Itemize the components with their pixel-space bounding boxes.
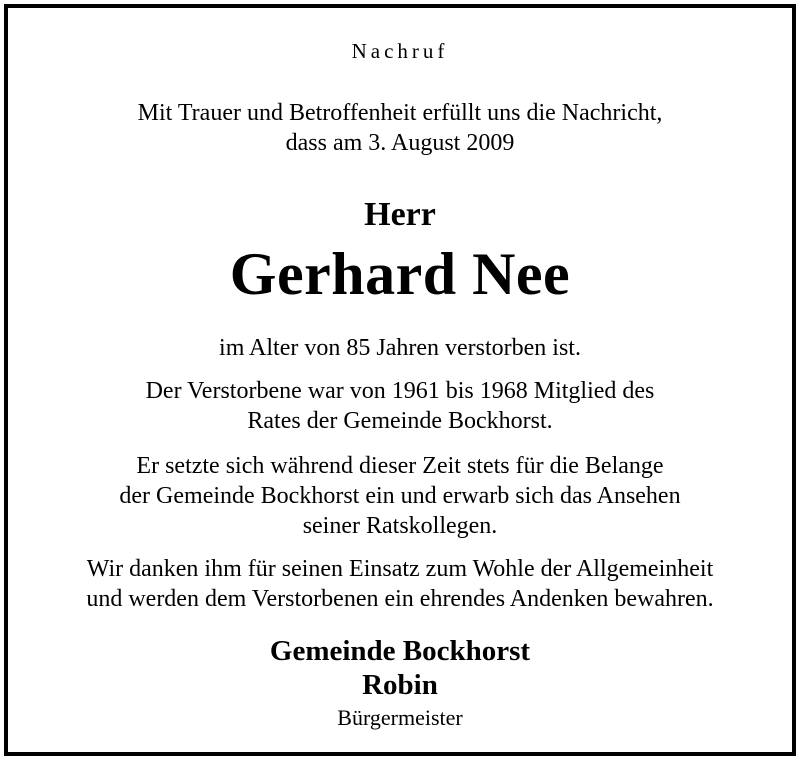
service-line-3: seiner Ratskollegen. <box>302 513 498 539</box>
deceased-name: Gerhard Nee <box>229 241 571 307</box>
signature-title: Bürgermeister <box>337 705 463 730</box>
signature-signer: Robin <box>362 669 438 701</box>
obituary-frame <box>4 4 796 756</box>
signature-organization: Gemeinde Bockhorst <box>269 635 531 667</box>
thanks-line-2: und werden dem Verstorbenen ein ehrendes Andenken bewahren. <box>86 586 714 612</box>
intro-line-1: Mit Trauer und Betroffenheit erfüllt uns die Nachricht, <box>137 100 663 126</box>
salutation: Herr <box>364 196 436 233</box>
notice-heading: Nachruf <box>351 39 449 63</box>
thanks-line-1: Wir danken ihm für seinen Einsatz zum Wohle der Allgemeinheit <box>86 556 714 582</box>
intro-line-2: dass am 3. August 2009 <box>285 130 515 156</box>
age-line: im Alter von 85 Jahren verstorben ist. <box>219 335 581 361</box>
service-line-1: Er setzte sich während dieser Zeit stets für die Belange <box>136 453 664 479</box>
service-line-2: der Gemeinde Bockhorst ein und erwarb sich das Ansehen <box>119 483 681 509</box>
membership-line-2: Rates der Gemeinde Bockhorst. <box>247 408 553 434</box>
membership-line-1: Der Verstorbene war von 1961 bis 1968 Mitglied des <box>145 378 655 404</box>
